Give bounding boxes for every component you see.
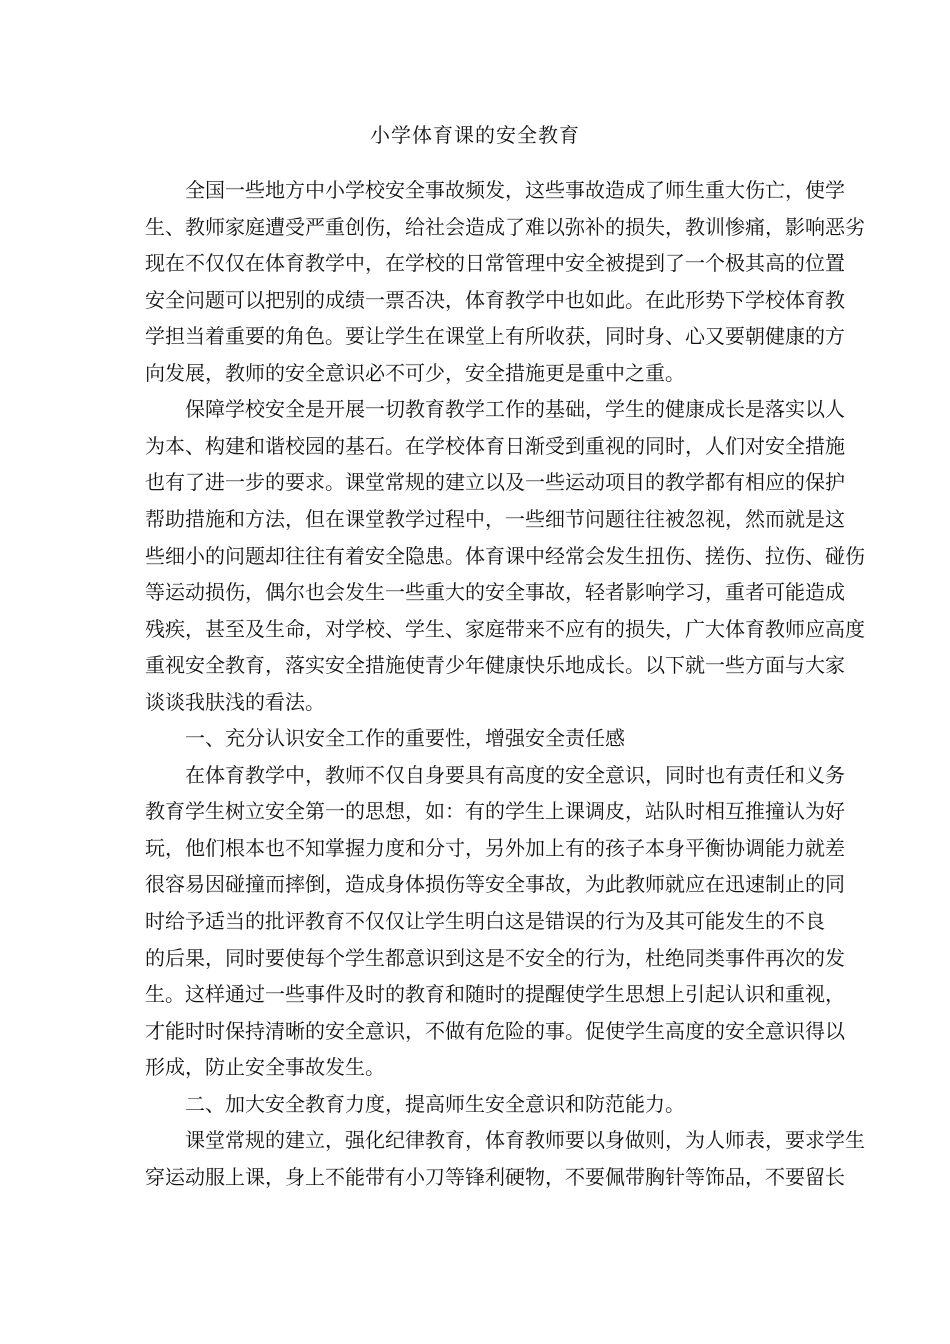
text-line: 安全问题可以把别的成绩一票否决，体育教学中也如此。在此形势下学校体育教: [145, 288, 845, 312]
text-line: 为本、构建和谐校园的基石。在学校体育日渐受到重视的同时，人们对安全措施: [145, 434, 845, 458]
text-line: 保障学校安全是开展一切教育教学工作的基础，学生的健康成长是落实以人: [185, 397, 845, 421]
text-line: 生。这样通过一些事件及时的教育和随时的提醒使学生思想上引起认识和重视，: [145, 982, 845, 1006]
text-line: 课堂常规的建立，强化纪律教育，体育教师要以身做则，为人师表，要求学生: [185, 1128, 865, 1152]
text-line: 学担当着重要的角色。要让学生在课堂上有所收获，同时身、心又要朝健康的方: [145, 324, 845, 348]
text-line: 谈谈我肤浅的看法。: [145, 690, 325, 714]
text-line: 穿运动服上课，身上不能带有小刀等锋利硬物，不要佩带胸针等饰品，不要留长: [145, 1165, 845, 1189]
text-line: 玩，他们根本也不知掌握力度和分寸，另外加上有的孩子本身平衡协调能力就差: [145, 836, 845, 860]
text-line: 残疾，甚至及生命，对学校、学生、家庭带来不应有的损失，广大体育教师应高度: [145, 617, 865, 641]
text-line: 在体育教学中，教师不仅自身要具有高度的安全意识，同时也有责任和义务: [185, 763, 845, 787]
text-line: 些细小的问题却往往有着安全隐患。体育课中经常会发生扭伤、搓伤、拉伤、碰伤: [145, 544, 865, 568]
text-line: 二、加大安全教育力度，提高师生安全意识和防范能力。: [185, 1092, 685, 1116]
text-line: 也有了进一步的要求。课堂常规的建立以及一些运动项目的教学都有相应的保护: [145, 470, 845, 494]
text-line: 教育学生树立安全第一的思想，如：有的学生上课调皮，站队时相互推撞认为好: [145, 799, 845, 823]
text-line: 才能时时保持清晰的安全意识，不做有危险的事。促使学生高度的安全意识得以: [145, 1019, 845, 1043]
text-line: 的后果，同时要使每个学生都意识到这是不安全的行为，杜绝同类事件再次的发: [145, 946, 845, 970]
text-line: 形成，防止安全事故发生。: [145, 1055, 385, 1079]
text-line: 全国一些地方中小学校安全事故频发，这些事故造成了师生重大伤亡，使学: [185, 178, 845, 202]
text-line: 生、教师家庭遭受严重创伤，给社会造成了难以弥补的损失，教训惨痛，影响恶劣: [145, 215, 865, 239]
text-line: 一、充分认识安全工作的重要性，增强安全责任感: [185, 726, 625, 750]
document-title: 小学体育课的安全教育: [370, 123, 580, 147]
text-line: 帮助措施和方法，但在课堂教学过程中，一些细节问题往往被忽视，然而就是这: [145, 507, 845, 531]
text-line: 现在不仅仅在体育教学中，在学校的日常管理中安全被提到了一个极其高的位置: [145, 251, 845, 275]
text-line: 时给予适当的批评教育不仅仅让学生明白这是错误的行为及其可能发生的不良: [145, 909, 825, 933]
text-line: 重视安全教育，落实安全措施使青少年健康快乐地成长。以下就一些方面与大家: [145, 653, 845, 677]
text-line: 等运动损伤，偶尔也会发生一些重大的安全事故，轻者影响学习，重者可能造成: [145, 580, 845, 604]
text-line: 向发展，教师的安全意识必不可少，安全措施更是重中之重。: [145, 361, 685, 385]
text-line: 很容易因碰撞而摔倒，造成身体损伤等安全事故，为此教师就应在迅速制止的同: [145, 872, 845, 896]
